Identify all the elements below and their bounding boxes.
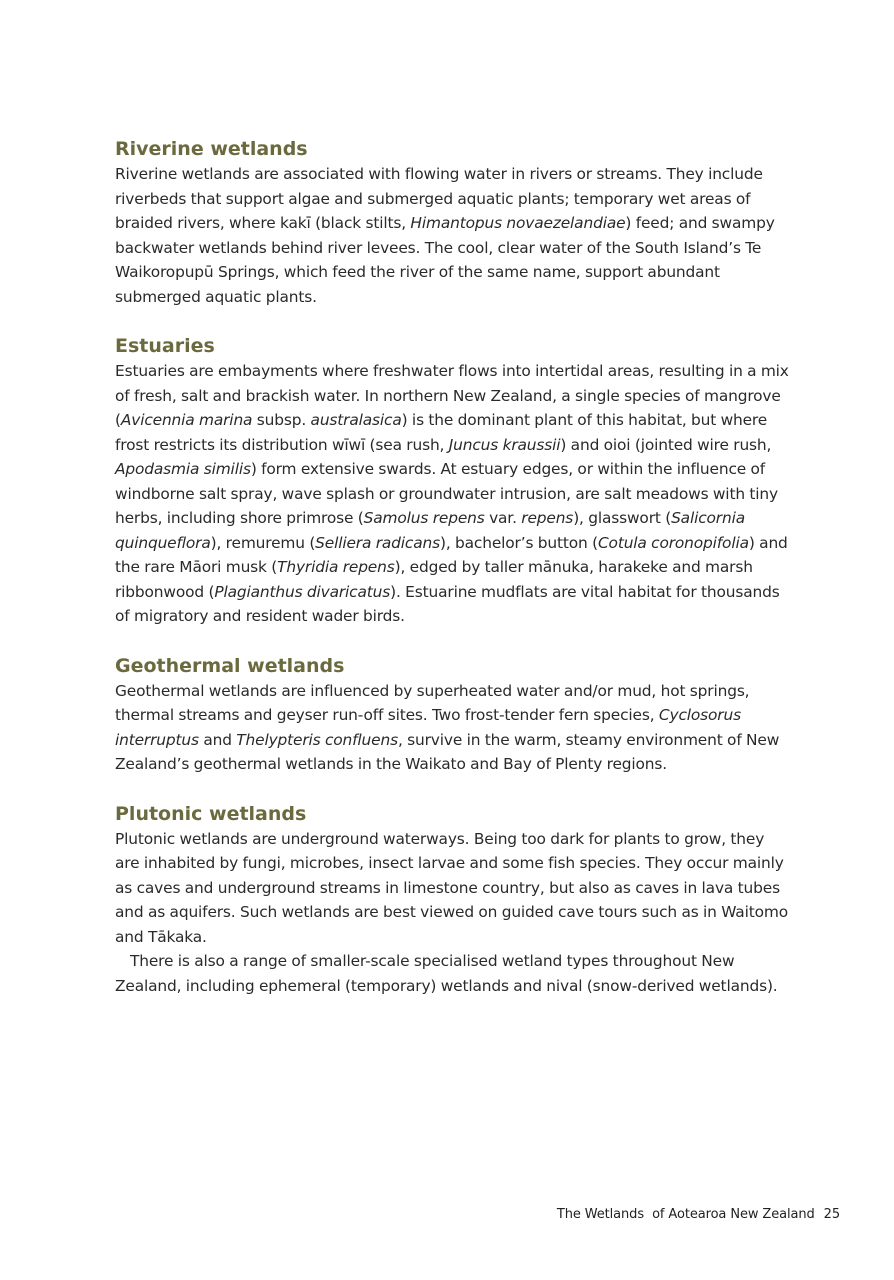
paragraph-text: ) feed; and swampy backwater wetlands behind river levees. The cool, clear water of the South Island’s Te Waikoropupū Springs, which feed the river of the same name, support abundant submerged aquatic plants. [115,214,775,306]
section-paragraph [115,949,790,998]
paragraph-text: ), remuremu ( [210,533,316,552]
paragraph-text: ), glasswort ( [573,509,672,527]
section-heading: Estuaries [115,335,215,357]
section-paragraph [115,162,790,309]
paragraph-text: ), edged by taller mānuka, harakeke and marsh ribbonwood ( [115,558,753,601]
species-name: Apodasmia similis [115,460,251,478]
section-riverine-wetlands [115,136,790,309]
species-name: Thyridia repens [277,558,395,576]
paragraph-text: var. [484,509,522,527]
section-paragraph [115,827,790,950]
section-heading: Geothermal wetlands [115,654,345,677]
species-name: Cotula coronopifolia [597,533,749,552]
section-estuaries [115,333,790,629]
paragraph-text: ) and the rare Māori musk ( [115,533,788,576]
section-paragraph [115,359,790,629]
section-plutonic-wetlands [115,801,790,999]
species-name: australasica [310,411,402,429]
species-name: Avicennia marina [120,411,253,429]
paragraph-text: ). Estuarine mudflats are vital habitat for thousands of migratory and resident wader birds. [115,582,780,625]
section-heading: Riverine wetlands [115,138,308,160]
paragraph-text: ) form extensive swards. At estuary edges, or within the influence of windborne salt spray, wave splash or groundwater intrusion, are salt meadows with tiny herbs, including shore primrose ( [115,460,778,527]
paragraph-text: ) is the dominant plant of this habitat, but where frost restricts its distribution wīwī (sea rush, [115,411,768,454]
species-name: Plagianthus divaricatus [214,582,391,601]
paragraph-text: , survive in the warm, steamy environment of New Zealand’s geothermal wetlands in the Waikato and Bay of Plenty regions. [115,730,780,773]
paragraph-text: Estuaries are embayments where freshwater flows into intertidal areas, resulting in a mix of fresh, salt and brackish water. In northern New Zealand, a single species of mangrove ( [115,362,789,429]
page-number: 25 [823,1207,840,1222]
paragraph-text: subsp. [252,411,311,429]
species-name: Thelypteris confluens [236,730,398,749]
section-geothermal-wetlands [115,653,790,777]
page-content [115,136,790,998]
species-name: Selliera radicans [315,533,440,552]
paragraph-text: and [198,730,237,749]
paragraph-text: There is also a range of smaller-scale specialised wetland types throughout New Zealand, including ephemeral (temporary) wetlands and nival (snow-derived wetlands). [115,952,778,995]
section-paragraph [115,679,790,777]
species-name: Himantopus novaezelandiae [410,214,626,232]
species-name: Juncus kraussii [448,435,561,454]
paragraph-text: ) and oioi (jointed wire rush, [560,435,772,454]
footer-title: The Wetlands of Aotearoa New Zealand [556,1207,815,1222]
species-name: Cyclosorus interruptus [115,706,741,749]
paragraph-text: Plutonic wetlands are underground waterways. Being too dark for plants to grow, they are inhabited by fungi, microbes, insect larvae and some fish species. They occur mainly as caves and underground streams in limestone country, but also as caves in lava tubes and as aquifers. Such wetlands are best viewed on guided cave tours such as in Waitomo and Tākaka. [115,829,788,946]
section-heading: Plutonic wetlands [115,802,307,825]
species-name: Salicornia quinqueflora [115,509,745,552]
paragraph-text: Geothermal wetlands are influenced by superheated water and/or mud, hot springs, thermal streams and geyser run-off sites. Two frost-tender fern species, [115,681,750,724]
species-name: repens [521,509,574,527]
species-name: Samolus repens [363,509,485,527]
paragraph-text: Riverine wetlands are associated with flowing water in rivers or streams. They include riverbeds that support algae and submerged aquatic plants; temporary wet areas of braided rivers, where kakī (black stilts, [115,165,763,232]
paragraph-text: ), bachelor’s button ( [439,533,598,552]
page-footer [557,1206,840,1224]
